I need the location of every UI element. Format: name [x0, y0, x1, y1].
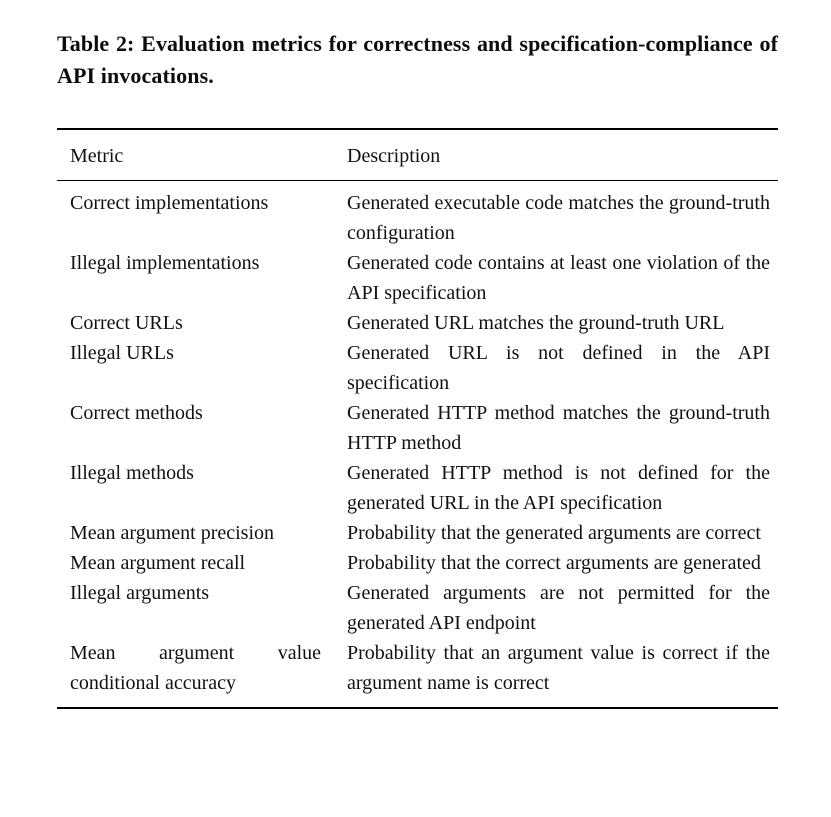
metric-cell: Illegal implementations [70, 252, 260, 274]
table-row [57, 578, 778, 638]
description-cell: Probability that the correct arguments are generated [347, 552, 761, 574]
description-cell: Generated executable code matches the ground-truth configuration [347, 192, 770, 244]
description-cell: Generated URL matches the ground-truth URL [347, 312, 725, 334]
metrics-table [57, 128, 778, 709]
metric-cell: Illegal URLs [70, 342, 174, 364]
metric-cell: Illegal methods [70, 462, 194, 484]
table-body [57, 181, 778, 707]
description-cell: Generated arguments are not permitted for the generated API endpoint [347, 582, 770, 634]
metric-cell: Mean argument recall [70, 552, 246, 574]
metric-cell: Mean argument value conditional accuracy [70, 642, 321, 694]
description-cell: Generated HTTP method matches the ground-truth HTTP method [347, 402, 770, 454]
table-header-row [57, 130, 778, 181]
table-row [57, 188, 778, 248]
table-row [57, 338, 778, 398]
metric-cell: Correct methods [70, 402, 203, 424]
column-header-metric: Metric [70, 145, 124, 167]
table-figure [57, 28, 778, 709]
table-row [57, 518, 778, 548]
table-row [57, 248, 778, 308]
table-row [57, 398, 778, 458]
description-cell: Generated HTTP method is not defined for the generated URL in the API specification [347, 462, 770, 514]
metric-cell: Illegal arguments [70, 582, 210, 604]
table-caption: Table 2: Evaluation metrics for correctness and specification-compliance of API invocations. [57, 31, 778, 88]
description-cell: Probability that the generated arguments are correct [347, 522, 761, 544]
metric-cell: Mean argument precision [70, 522, 275, 544]
table-row [57, 548, 778, 578]
metric-cell: Correct implementations [70, 192, 269, 214]
description-cell: Probability that an argument value is correct if the argument name is correct [347, 642, 770, 694]
metric-cell: Correct URLs [70, 312, 183, 334]
table-row [57, 458, 778, 518]
description-cell: Generated code contains at least one violation of the API specification [347, 252, 770, 304]
table-row [57, 638, 778, 698]
description-cell: Generated URL is not defined in the API specification [347, 342, 770, 394]
column-header-description: Description [347, 145, 441, 167]
table-row [57, 308, 778, 338]
